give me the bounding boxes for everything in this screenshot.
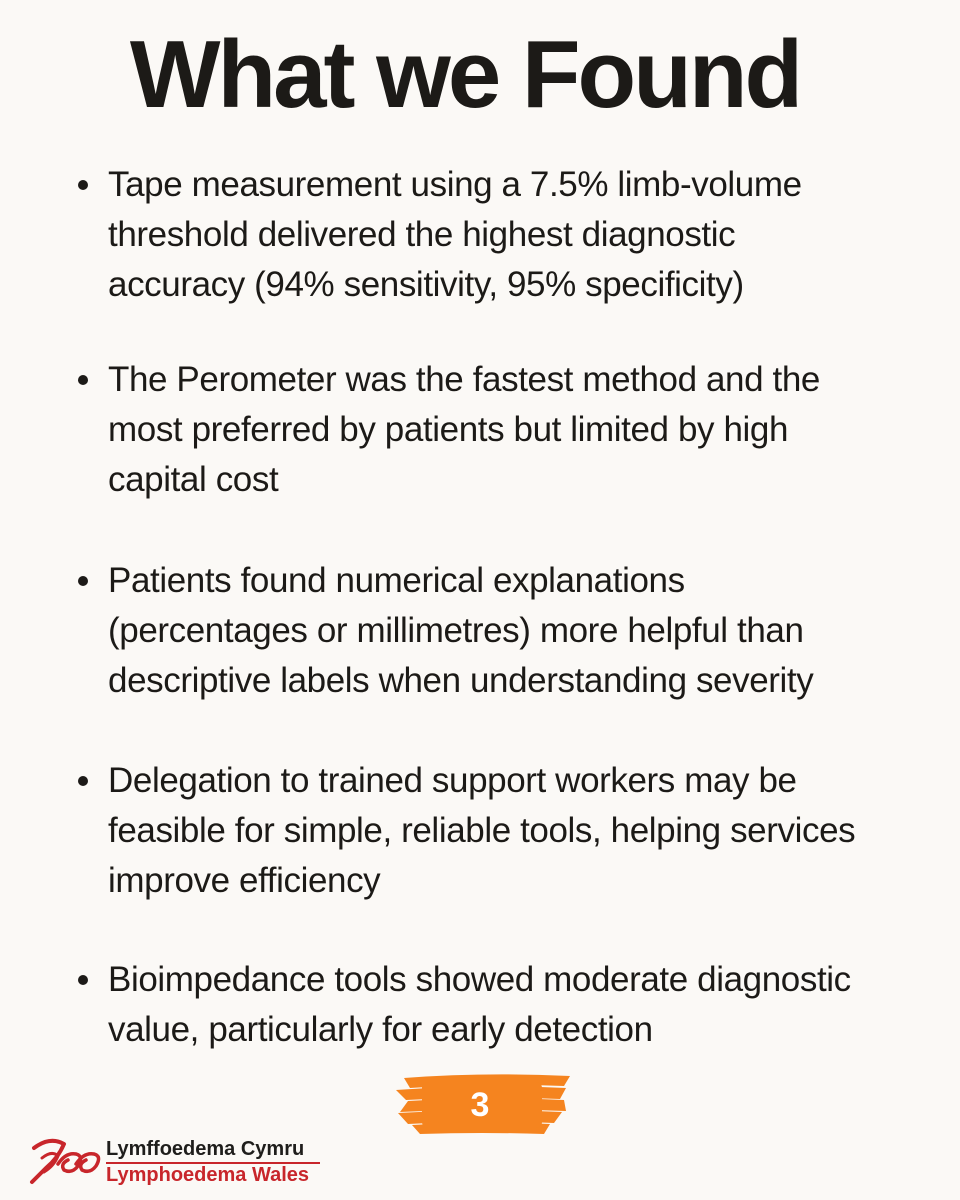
swirl-logo-icon bbox=[28, 1134, 108, 1186]
bullet-icon bbox=[78, 975, 88, 985]
finding-line: capital cost bbox=[108, 460, 279, 499]
finding-text bbox=[108, 355, 914, 505]
page-number-badge bbox=[394, 1072, 574, 1138]
finding-line: most preferred by patients but limited by high bbox=[108, 410, 789, 449]
finding-text bbox=[108, 556, 914, 706]
page-number: 3 bbox=[470, 1086, 490, 1124]
finding-item bbox=[74, 160, 914, 310]
finding-text bbox=[108, 160, 914, 310]
finding-line: threshold delivered the highest diagnostic bbox=[108, 215, 736, 254]
finding-item bbox=[74, 355, 914, 505]
finding-text bbox=[108, 955, 914, 1055]
brand-welsh-name: Lymffoedema Cymru bbox=[106, 1138, 305, 1160]
bullet-icon bbox=[78, 576, 88, 586]
finding-line: Bioimpedance tools showed moderate diagnostic bbox=[108, 960, 851, 999]
finding-line: (percentages or millimetres) more helpful than bbox=[108, 611, 804, 650]
finding-line: value, particularly for early detection bbox=[108, 1010, 653, 1049]
bullet-icon bbox=[78, 776, 88, 786]
finding-line: The Perometer was the fastest method and the bbox=[108, 360, 820, 399]
finding-item bbox=[74, 556, 914, 706]
brand-english-name: Lymphoedema Wales bbox=[106, 1164, 310, 1186]
brand-footer bbox=[28, 1134, 348, 1186]
finding-line: Patients found numerical explanations bbox=[108, 561, 685, 600]
finding-line: feasible for simple, reliable tools, helping services bbox=[108, 811, 856, 850]
finding-line: Delegation to trained support workers may be bbox=[108, 761, 797, 800]
finding-item bbox=[74, 955, 914, 1055]
finding-text bbox=[108, 756, 914, 906]
finding-item bbox=[74, 756, 914, 906]
finding-line: descriptive labels when understanding severity bbox=[108, 661, 814, 700]
bullet-icon bbox=[78, 180, 88, 190]
finding-line: improve efficiency bbox=[108, 861, 381, 900]
finding-line: accuracy (94% sensitivity, 95% specificity) bbox=[108, 265, 744, 304]
finding-line: Tape measurement using a 7.5% limb-volume bbox=[108, 165, 802, 204]
page-title: What we Found bbox=[129, 21, 801, 128]
bullet-icon bbox=[78, 375, 88, 385]
